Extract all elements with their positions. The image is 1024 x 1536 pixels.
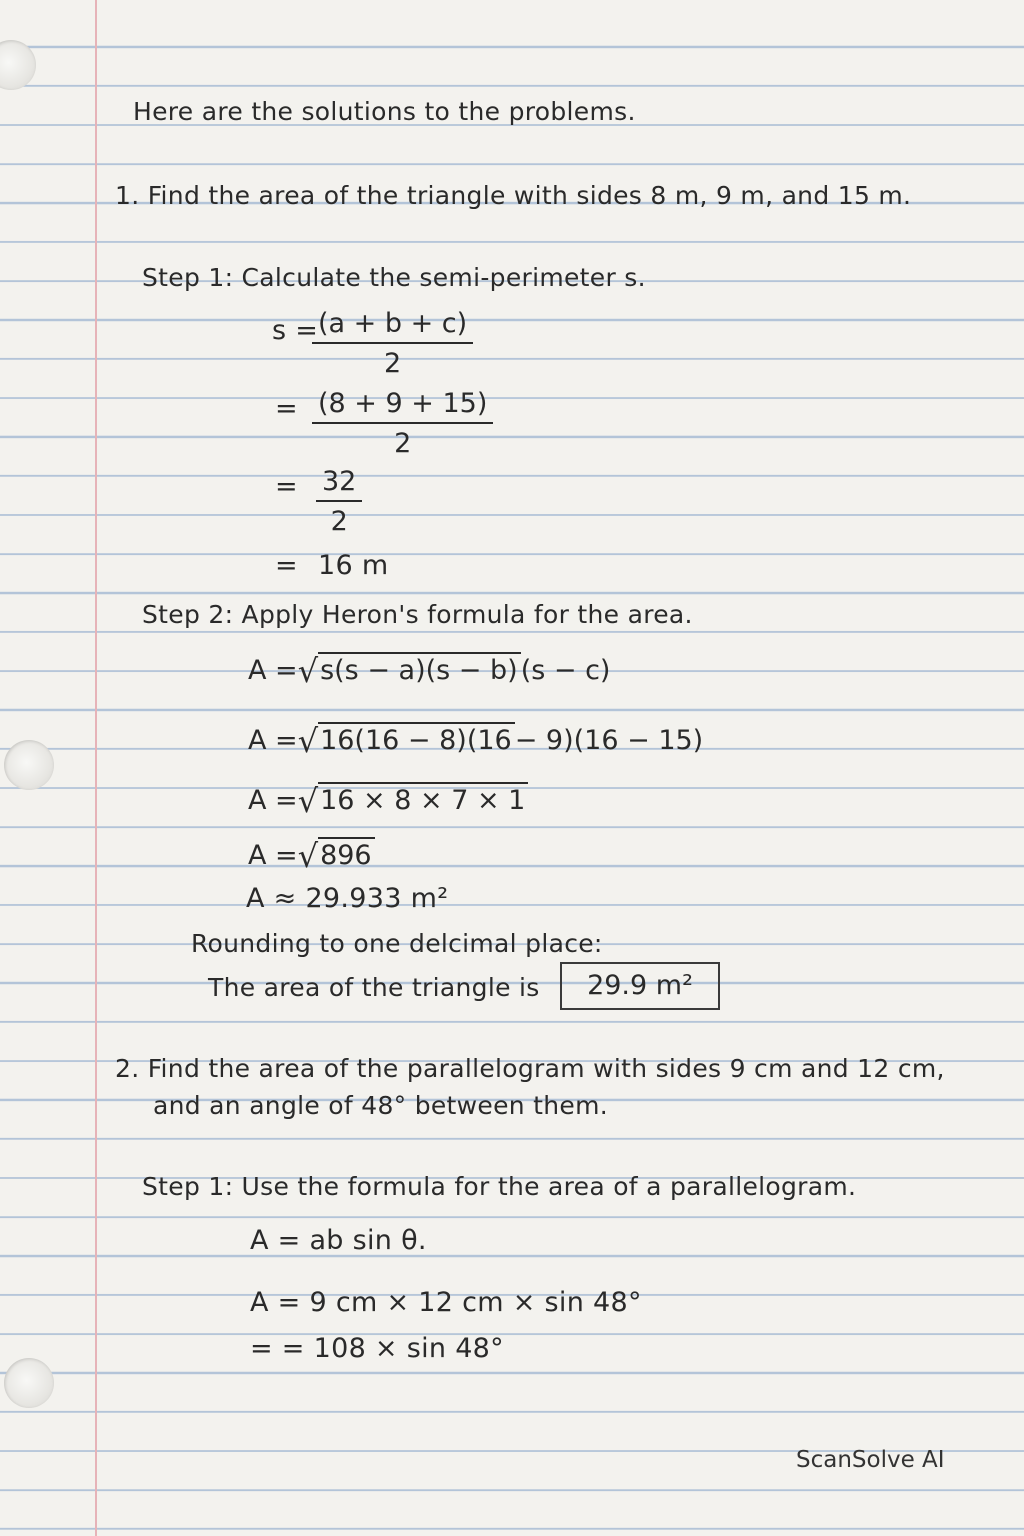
problem-1-step-2: Step 2: Apply Heron's formula for the area. [142, 600, 693, 629]
problem-1-step-1: Step 1: Calculate the semi-perimeter s. [142, 263, 646, 292]
parallelogram-substitution: A = 9 cm × 12 cm × sin 48° [250, 1287, 642, 1318]
semi-perimeter-lhs: s = [272, 315, 319, 346]
herons-simplified [248, 837, 375, 875]
radicand: 16(16 − 8)(16 [318, 722, 515, 757]
punch-hole [4, 1358, 54, 1408]
area-approximation: A ≈ 29.933 m² [246, 883, 449, 914]
punch-hole [4, 740, 54, 790]
formula-lhs: A = [248, 840, 298, 871]
herons-substitution [248, 722, 704, 760]
formula-lhs: A = [248, 655, 298, 686]
radicand: s(s − a)(s − b) [318, 652, 521, 687]
problem-2-question-line-1: 2. Find the area of the parallelogram with sides 9 cm and 12 cm, [115, 1054, 945, 1083]
square-root-icon: √ [297, 782, 319, 820]
equals-sign: = [275, 471, 298, 502]
intro-text: Here are the solutions to the problems. [133, 97, 636, 126]
problem-2-step-1: Step 1: Use the formula for the area of a parallelogram. [142, 1172, 857, 1201]
rounding-note: Rounding to one delcimal place: [191, 929, 603, 958]
square-root-icon: √ [297, 652, 319, 690]
semi-perimeter-substitution [312, 388, 493, 460]
square-root-icon: √ [297, 722, 319, 760]
formula-lhs: A = [248, 785, 298, 816]
radicand: 896 [318, 837, 375, 872]
answer-box: 29.9 m² [560, 962, 720, 1010]
brand-label: ScanSolve AI [796, 1447, 945, 1473]
margin-line [95, 0, 97, 1536]
fraction-denominator: 2 [330, 506, 348, 537]
punch-hole [0, 40, 36, 90]
parallelogram-product: = = 108 × sin 48° [250, 1333, 504, 1364]
fraction-numerator: (8 + 9 + 15) [312, 388, 493, 424]
herons-product [248, 782, 528, 820]
formula-tail: (s − c) [520, 655, 611, 686]
fraction-denominator: 2 [394, 428, 412, 459]
square-root-icon: √ [297, 837, 319, 875]
equals-sign: = [275, 393, 298, 424]
formula-tail: − 9)(16 − 15) [514, 725, 704, 756]
semi-perimeter-result: 16 m [318, 550, 389, 581]
formula-lhs: A = [248, 725, 298, 756]
radicand: 16 × 8 × 7 × 1 [318, 782, 528, 817]
fraction-numerator: (a + b + c) [312, 308, 473, 344]
fraction-denominator: 2 [384, 348, 402, 379]
equals-sign: = [275, 550, 298, 581]
parallelogram-formula: A = ab sin θ. [250, 1225, 427, 1256]
problem-1-question: 1. Find the area of the triangle with sides 8 m, 9 m, and 15 m. [115, 181, 912, 210]
problem-2-question-line-2: and an angle of 48° between them. [153, 1091, 608, 1120]
semi-perimeter-sum [316, 466, 362, 538]
herons-formula [248, 652, 611, 690]
fraction-numerator: 32 [316, 466, 362, 502]
conclusion-text: The area of the triangle is [208, 973, 540, 1002]
semi-perimeter-formula [312, 308, 473, 380]
